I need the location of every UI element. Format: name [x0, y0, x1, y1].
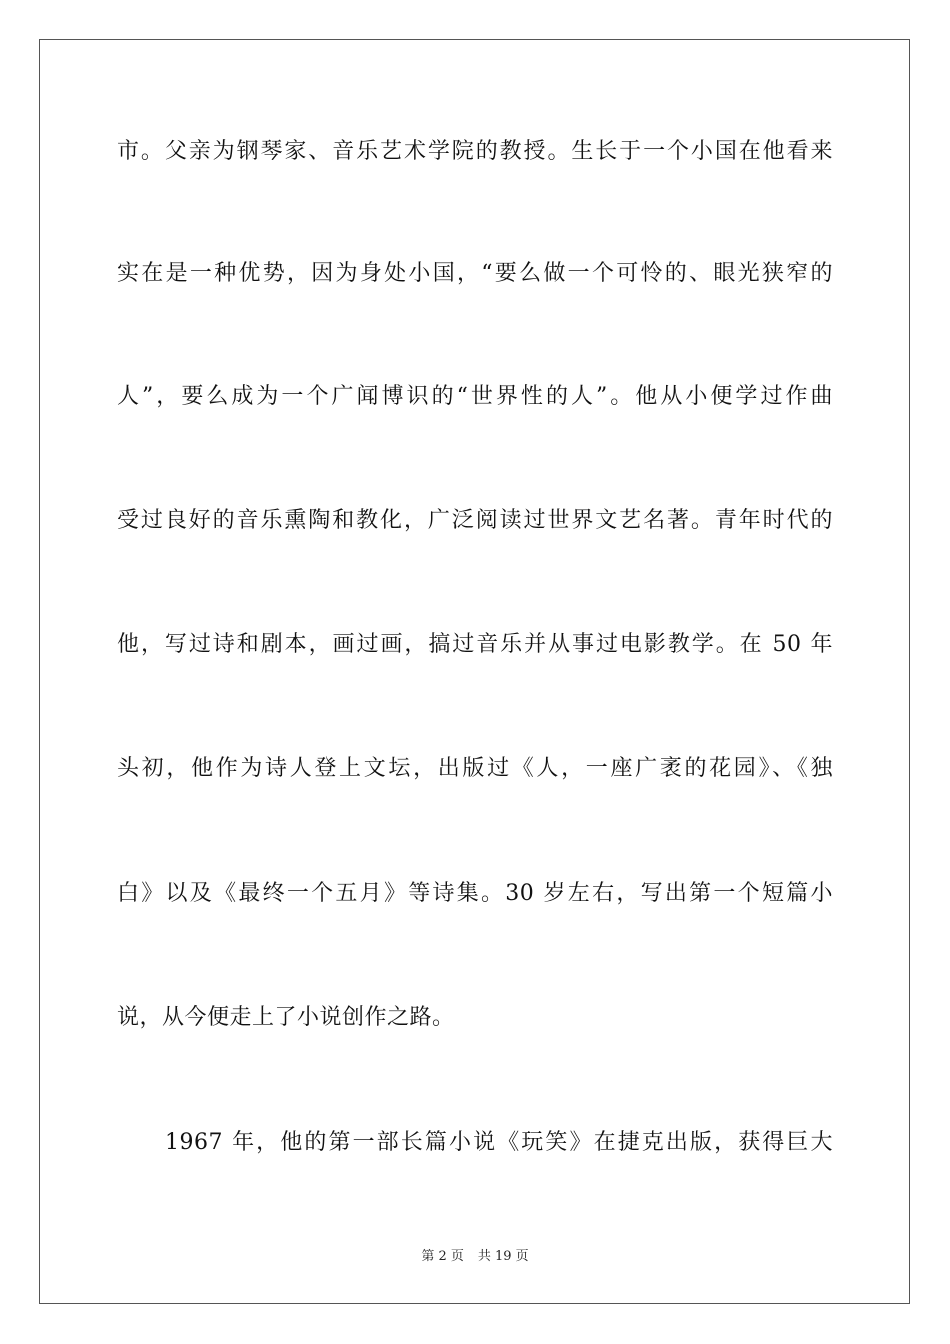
text-line: 说，从今便走上了小说创作之路。 — [117, 1005, 455, 1030]
text-line: 实在是一种优势，因为身处小国，“要么做一个可怜的、眼光狭窄的 — [117, 261, 833, 286]
text-line: 市。父亲为钢琴家、音乐艺术学院的教授。生长于一个小国在他看来 — [117, 139, 833, 164]
text-line: 人”，要么成为一个广闻博识的“世界性的人”。他从小便学过作曲 — [117, 384, 833, 409]
paragraph-first-line: 1967 年，他的第一部长篇小说《玩笑》在捷克出版，获得巨大 — [165, 1130, 833, 1155]
page-border — [39, 39, 910, 1304]
text-line: 头初，他作为诗人登上文坛，出版过《人，一座广袤的花园》、《独 — [117, 756, 833, 781]
page-footer — [0, 1248, 950, 1266]
text-line: 受过良好的音乐熏陶和教化，广泛阅读过世界文艺名著。青年时代的 — [117, 508, 833, 533]
page-total: 共 19 页 — [477, 1249, 529, 1264]
text-line: 白》以及《最终一个五月》等诗集。30 岁左右，写出第一个短篇小 — [117, 881, 833, 906]
page-number: 第 2 页 — [421, 1249, 464, 1264]
text-line: 他，写过诗和剧本，画过画，搞过音乐并从事过电影教学。在 50 年 — [117, 632, 833, 657]
